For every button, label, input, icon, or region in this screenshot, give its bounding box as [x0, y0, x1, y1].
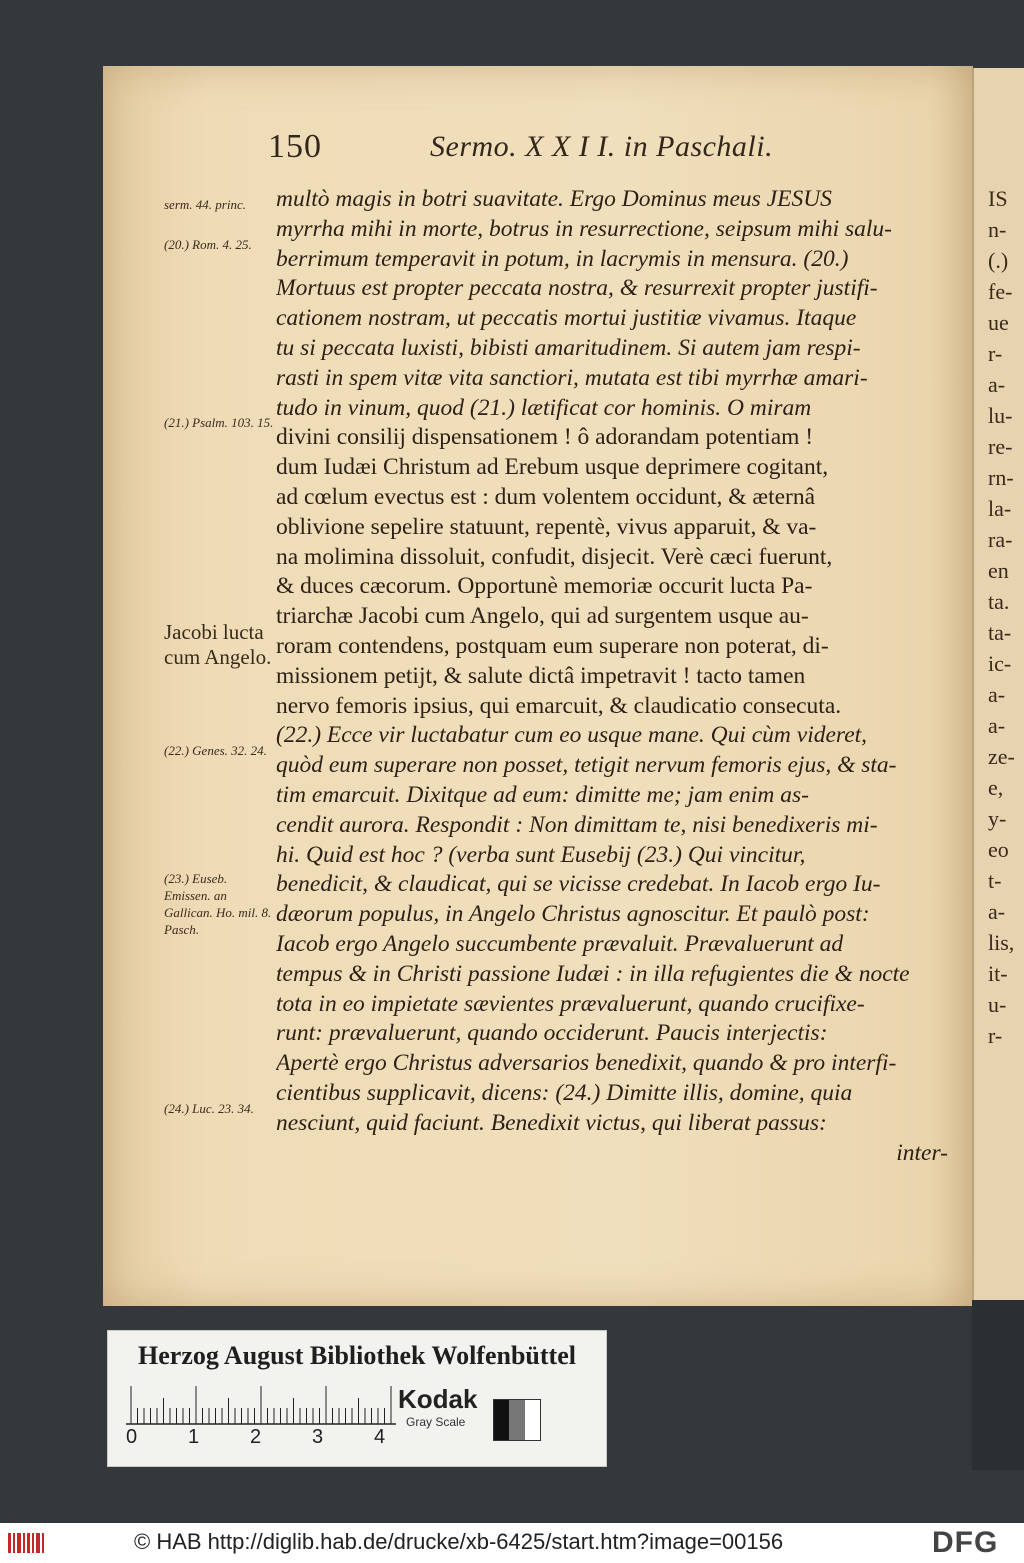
neighbor-fragment: ue	[988, 310, 1009, 335]
neighbor-fragment: rn-	[988, 465, 1014, 490]
ruler-number: 0	[126, 1426, 138, 1448]
text-line: nesciunt, quid faciunt. Benedixit victus, qui liberat passus:	[276, 1109, 827, 1136]
kodak-logo: Kodak	[398, 1384, 478, 1414]
page-number: 150	[268, 128, 322, 165]
text-line: hi. Quid est hoc ? (verba sunt Eusebij (23.) Qui vincitur,	[276, 841, 806, 868]
neighbor-fragment: ta.	[988, 589, 1010, 614]
text-line: missionem petijt, & salute dictâ impetravit ! tacto tamen	[276, 662, 806, 689]
barcode-icon	[6, 1530, 46, 1556]
neighbor-fragment: a-	[988, 899, 1006, 924]
neighbor-fragment: n-	[988, 217, 1007, 242]
neighbor-fragment: la-	[988, 496, 1012, 521]
text-line: Mortuus est propter peccata nostra, & resurrexit propter justifi-	[276, 275, 878, 302]
neighbor-fragment: re-	[988, 434, 1013, 459]
marginal-note: serm. 44. princ.	[164, 197, 246, 212]
page-header	[268, 128, 948, 170]
neighbor-fragment: eo	[988, 837, 1009, 862]
ruler-number: 1	[188, 1426, 200, 1448]
text-line: (22.) Ecce vir luctabatur cum eo usque mane. Qui cùm videret,	[276, 722, 868, 749]
neighbor-fragment: (.)	[988, 248, 1009, 273]
text-line: cientibus supplicavit, dicens: (24.) Dimitte illis, domine, quia	[276, 1079, 853, 1106]
neighbor-fragment: ta-	[988, 620, 1012, 645]
neighbor-fragment: fe-	[988, 279, 1013, 304]
marginal-note: (23.) Euseb. Emissen. an Gallican. Ho. mil. 8. Pasch.	[164, 871, 272, 937]
neighbor-page-shadow	[972, 1300, 1024, 1470]
ruler-number: 3	[312, 1426, 324, 1448]
text-line: Iacob ergo Angelo succumbente prævaluit. Prævaluerunt ad	[276, 930, 844, 957]
text-line: divini consilij dispensationem ! ô adorandam potentiam !	[276, 424, 814, 451]
text-line: cationem nostram, ut peccatis mortui justitiæ vivamus. Itaque	[276, 305, 857, 332]
neighbor-fragment: ra-	[988, 527, 1013, 552]
footer-url[interactable]: © HAB http://diglib.hab.de/drucke/xb-6425/start.htm?image=00156	[134, 1529, 784, 1554]
neighbor-fragment: r-	[988, 341, 1003, 366]
neighbor-fragment: y-	[988, 806, 1007, 831]
scale-ruler	[126, 1386, 396, 1426]
neighbor-fragment: t-	[988, 868, 1002, 893]
ruler-number: 2	[250, 1426, 262, 1448]
neighbor-fragment: en	[988, 558, 1009, 583]
marginal-note: (22.) Genes. 32. 24.	[164, 743, 267, 758]
neighbor-fragment: lis,	[988, 930, 1015, 955]
text-line: inter-	[896, 1139, 948, 1166]
neighbor-fragment: ze-	[988, 744, 1015, 769]
text-line: tu si peccata luxisti, bibisti amaritudinem. Si autem jam respi-	[276, 334, 861, 361]
marginal-note: (24.) Luc. 23. 34.	[164, 1101, 254, 1116]
text-line: ad cœlum evectus est : dum volentem occidunt, & æternâ	[276, 483, 816, 510]
kodak-subtitle: Gray Scale	[406, 1415, 466, 1429]
neighbor-fragment: a-	[988, 713, 1006, 738]
text-line: quòd eum superare non posset, tetigit nervum femoris ejus, & sta-	[276, 752, 897, 779]
text-line: tim emarcuit. Dixitque ad eum: dimitte me; jam enim as-	[276, 781, 809, 808]
dfg-logo: DFG	[932, 1526, 999, 1559]
neighbor-fragment: a-	[988, 682, 1006, 707]
text-line: triarchæ Jacobi cum Angelo, qui ad surgentem usque au-	[276, 603, 809, 630]
text-line: & duces cæcorum. Opportunè memoriæ occurit lucta Pa-	[276, 573, 813, 600]
running-head: Sermo. X X I I. in Paschali.	[430, 130, 774, 163]
text-line: rasti in spem vitæ vita sanctiori, mutata est tibi myrrhæ amari-	[276, 364, 868, 391]
marginal-note: (20.) Rom. 4. 25.	[164, 237, 252, 252]
library-title: Herzog August Bibliothek Wolfenbüttel	[138, 1341, 576, 1370]
text-line: roram contendens, postquam eum superare non poterat, di-	[276, 632, 829, 659]
text-line: tota in eo impietate sævientes prævaluerunt, quando crucifixe-	[276, 990, 865, 1017]
neighbor-fragment: ic-	[988, 651, 1012, 676]
text-line: benedicit, & claudicat, qui se vicisse credebat. In Iacob ergo Iu-	[276, 871, 881, 898]
text-line: tudo in vinum, quod (21.) lætificat cor hominis. O miram	[276, 394, 812, 421]
text-line: oblivione sepelire statuunt, repentè, vivus apparuit, & va-	[276, 513, 817, 540]
marginal-note: (21.) Psalm. 103. 15.	[164, 415, 274, 430]
text-line: cendit aurora. Respondit : Non dimittam te, nisi benedixeris mi-	[276, 811, 878, 838]
neighbor-fragment: u-	[988, 992, 1007, 1017]
ruler-number: 4	[374, 1426, 386, 1448]
text-line: dum Iudæi Christum ad Erebum usque deprimere cogitant,	[276, 454, 829, 481]
text-line: myrrha mihi in morte, botrus in resurrectione, seipsum mihi salu-	[276, 215, 892, 242]
neighbor-fragment: a-	[988, 372, 1006, 397]
library-label-card	[107, 1330, 607, 1467]
text-line: berrimum temperavit in potum, in lacrymis in mensura. (20.)	[276, 245, 849, 272]
text-line: na molimina dissoluit, confudit, disjecit. Verè cæci fuerunt,	[276, 543, 833, 570]
marginal-note: Jacobi lucta cum Angelo.	[164, 620, 272, 669]
text-line: nervo femoris ipsius, qui emarcuit, & claudicatio consecuta.	[276, 692, 842, 719]
body-text	[276, 185, 948, 1168]
text-line: multò magis in botri suavitate. Ergo Dominus meus JESUS	[276, 186, 832, 212]
text-line: Apertè ergo Christus adversarios benedixit, quando & pro interfi-	[276, 1050, 897, 1077]
neighbor-fragment: r-	[988, 1023, 1003, 1048]
text-line: dæorum populus, in Angelo Christus agnoscitur. Et paulò post:	[276, 901, 870, 928]
text-line: tempus & in Christi passione Iudæi : in illa refugientes die & nocte	[276, 960, 910, 987]
neighbor-page-edge	[972, 68, 1024, 1468]
neighbor-fragment: IS	[988, 186, 1008, 211]
text-line: runt: prævaluerunt, quando occiderunt. Paucis interjectis:	[276, 1020, 828, 1047]
neighbor-fragment: e,	[988, 775, 1004, 800]
neighbor-fragment: it-	[988, 961, 1008, 986]
neighbor-fragment: lu-	[988, 403, 1013, 428]
gray-scale-patch	[493, 1399, 541, 1441]
footer-bar	[0, 1523, 1024, 1563]
